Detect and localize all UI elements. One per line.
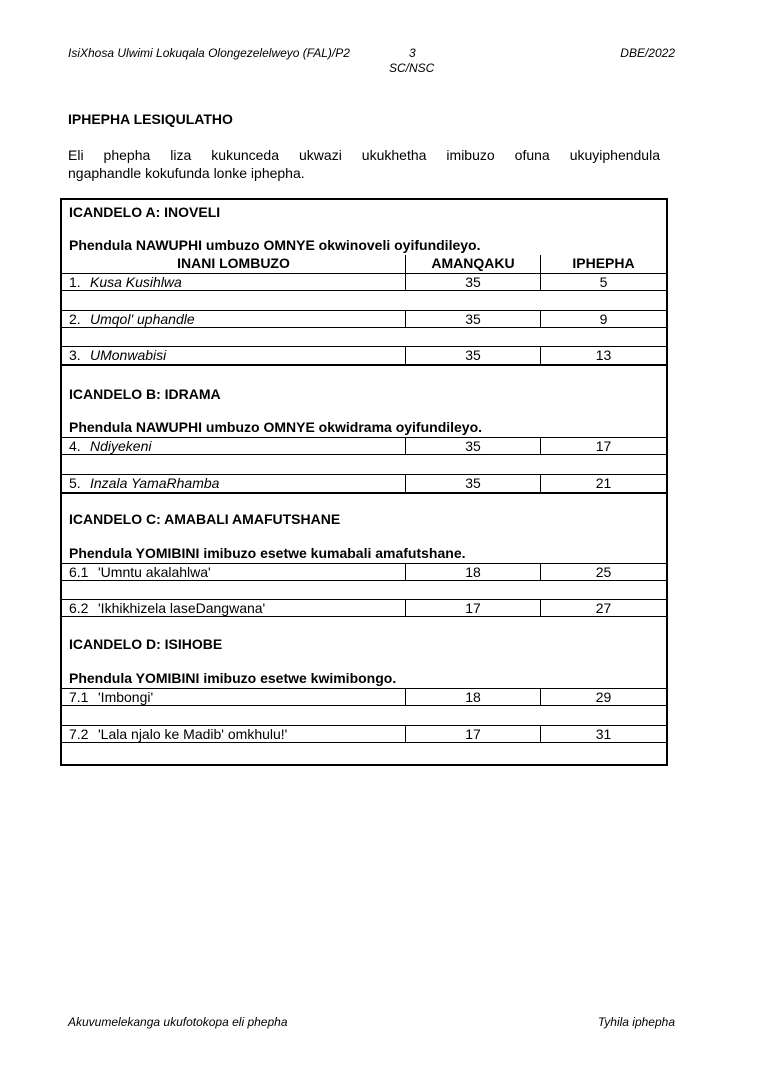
question-page: 5 [540, 273, 666, 291]
header-page-number: 3 [409, 46, 416, 60]
section-title: ICANDELO B: IDRAMA [69, 386, 221, 402]
footer-copyright-note: Akuvumelekanga ukufotokopa eli phepha [68, 1015, 288, 1029]
table-row [62, 437, 666, 455]
section-c [62, 492, 666, 618]
header-subject: IsiXhosa Ulwimi Lokuqala Olongezelelweyo (FAL)/P2 [68, 46, 350, 60]
table-header-row [62, 255, 666, 273]
contents-table [60, 198, 668, 766]
question-page: 9 [540, 310, 666, 328]
section-title: ICANDELO C: AMABALI AMAFUTSHANE [69, 511, 341, 527]
question-title: 'Umntu akalahlwa' [98, 564, 211, 580]
intro-paragraph [68, 146, 660, 182]
question-title: Ndiyekeni [90, 438, 152, 454]
question-page: 25 [540, 563, 666, 581]
question-title: 'Ikhikhizela laseDangwana' [98, 600, 266, 616]
question-number: 1. [69, 274, 81, 290]
question-title: Inzala YamaRhamba [90, 475, 220, 491]
question-number: 6.2 [69, 600, 89, 616]
section-instruction: Phendula YOMIBINI imibuzo esetwe kwimibongo. [69, 670, 397, 686]
col-header-page: IPHEPHA [540, 255, 666, 273]
section-a [62, 200, 666, 364]
question-marks: 35 [405, 346, 540, 364]
section-instruction: Phendula NAWUPHI umbuzo OMNYE okwinoveli oyifundileyo. [69, 237, 481, 253]
question-page: 21 [540, 474, 666, 492]
question-marks: 35 [405, 474, 540, 492]
question-marks: 18 [405, 688, 540, 706]
question-marks: 17 [405, 725, 540, 743]
col-header-marks: AMANQAKU [405, 255, 540, 273]
table-row [62, 563, 666, 581]
table-row [62, 688, 666, 706]
question-number: 5. [69, 475, 81, 491]
question-marks: 17 [405, 599, 540, 617]
question-number: 2. [69, 311, 81, 327]
section-instruction: Phendula YOMIBINI imibuzo esetwe kumabali amafutshane. [69, 545, 466, 561]
question-page: 31 [540, 725, 666, 743]
header-code: DBE/2022 [620, 46, 675, 60]
question-page: 17 [540, 437, 666, 455]
question-marks: 35 [405, 437, 540, 455]
question-number: 3. [69, 347, 81, 363]
question-title: Kusa Kusihlwa [90, 274, 182, 290]
header-sub: SC/NSC [389, 61, 435, 75]
question-title: 'Imbongi' [98, 689, 154, 705]
section-instruction: Phendula NAWUPHI umbuzo OMNYE okwidrama oyifundileyo. [69, 419, 483, 435]
question-number: 4. [69, 438, 81, 454]
question-marks: 35 [405, 273, 540, 291]
question-page: 27 [540, 599, 666, 617]
table-row [62, 725, 666, 743]
section-b [62, 364, 666, 492]
table-row [62, 346, 666, 364]
table-row [62, 474, 666, 492]
question-number: 7.1 [69, 689, 89, 705]
intro-line-1: Eli phepha liza kukunceda ukwazi ukukhetha imibuzo ofuna ukuyiphendula [68, 147, 660, 163]
table-row [62, 273, 666, 291]
question-number: 6.1 [69, 564, 89, 580]
col-header-question: INANI LOMBUZO [177, 255, 290, 271]
question-title: 'Lala njalo ke Madib' omkhulu!' [98, 726, 288, 742]
question-page: 29 [540, 688, 666, 706]
footer-turn-page: Tyhila iphepha [597, 1015, 675, 1029]
intro-line-2: ngaphandle kokufunda lonke iphepha. [68, 165, 305, 181]
table-row [62, 599, 666, 617]
question-page: 13 [540, 346, 666, 364]
table-row [62, 310, 666, 328]
section-d [62, 618, 666, 764]
question-marks: 18 [405, 563, 540, 581]
question-marks: 35 [405, 310, 540, 328]
question-number: 7.2 [69, 726, 89, 742]
page-title: IPHEPHA LESIQULATHO [68, 111, 233, 127]
question-title: Umqol' uphandle [90, 311, 195, 327]
section-title: ICANDELO A: INOVELI [69, 204, 221, 220]
section-title: ICANDELO D: ISIHOBE [69, 636, 223, 652]
question-title: UMonwabisi [90, 347, 167, 363]
